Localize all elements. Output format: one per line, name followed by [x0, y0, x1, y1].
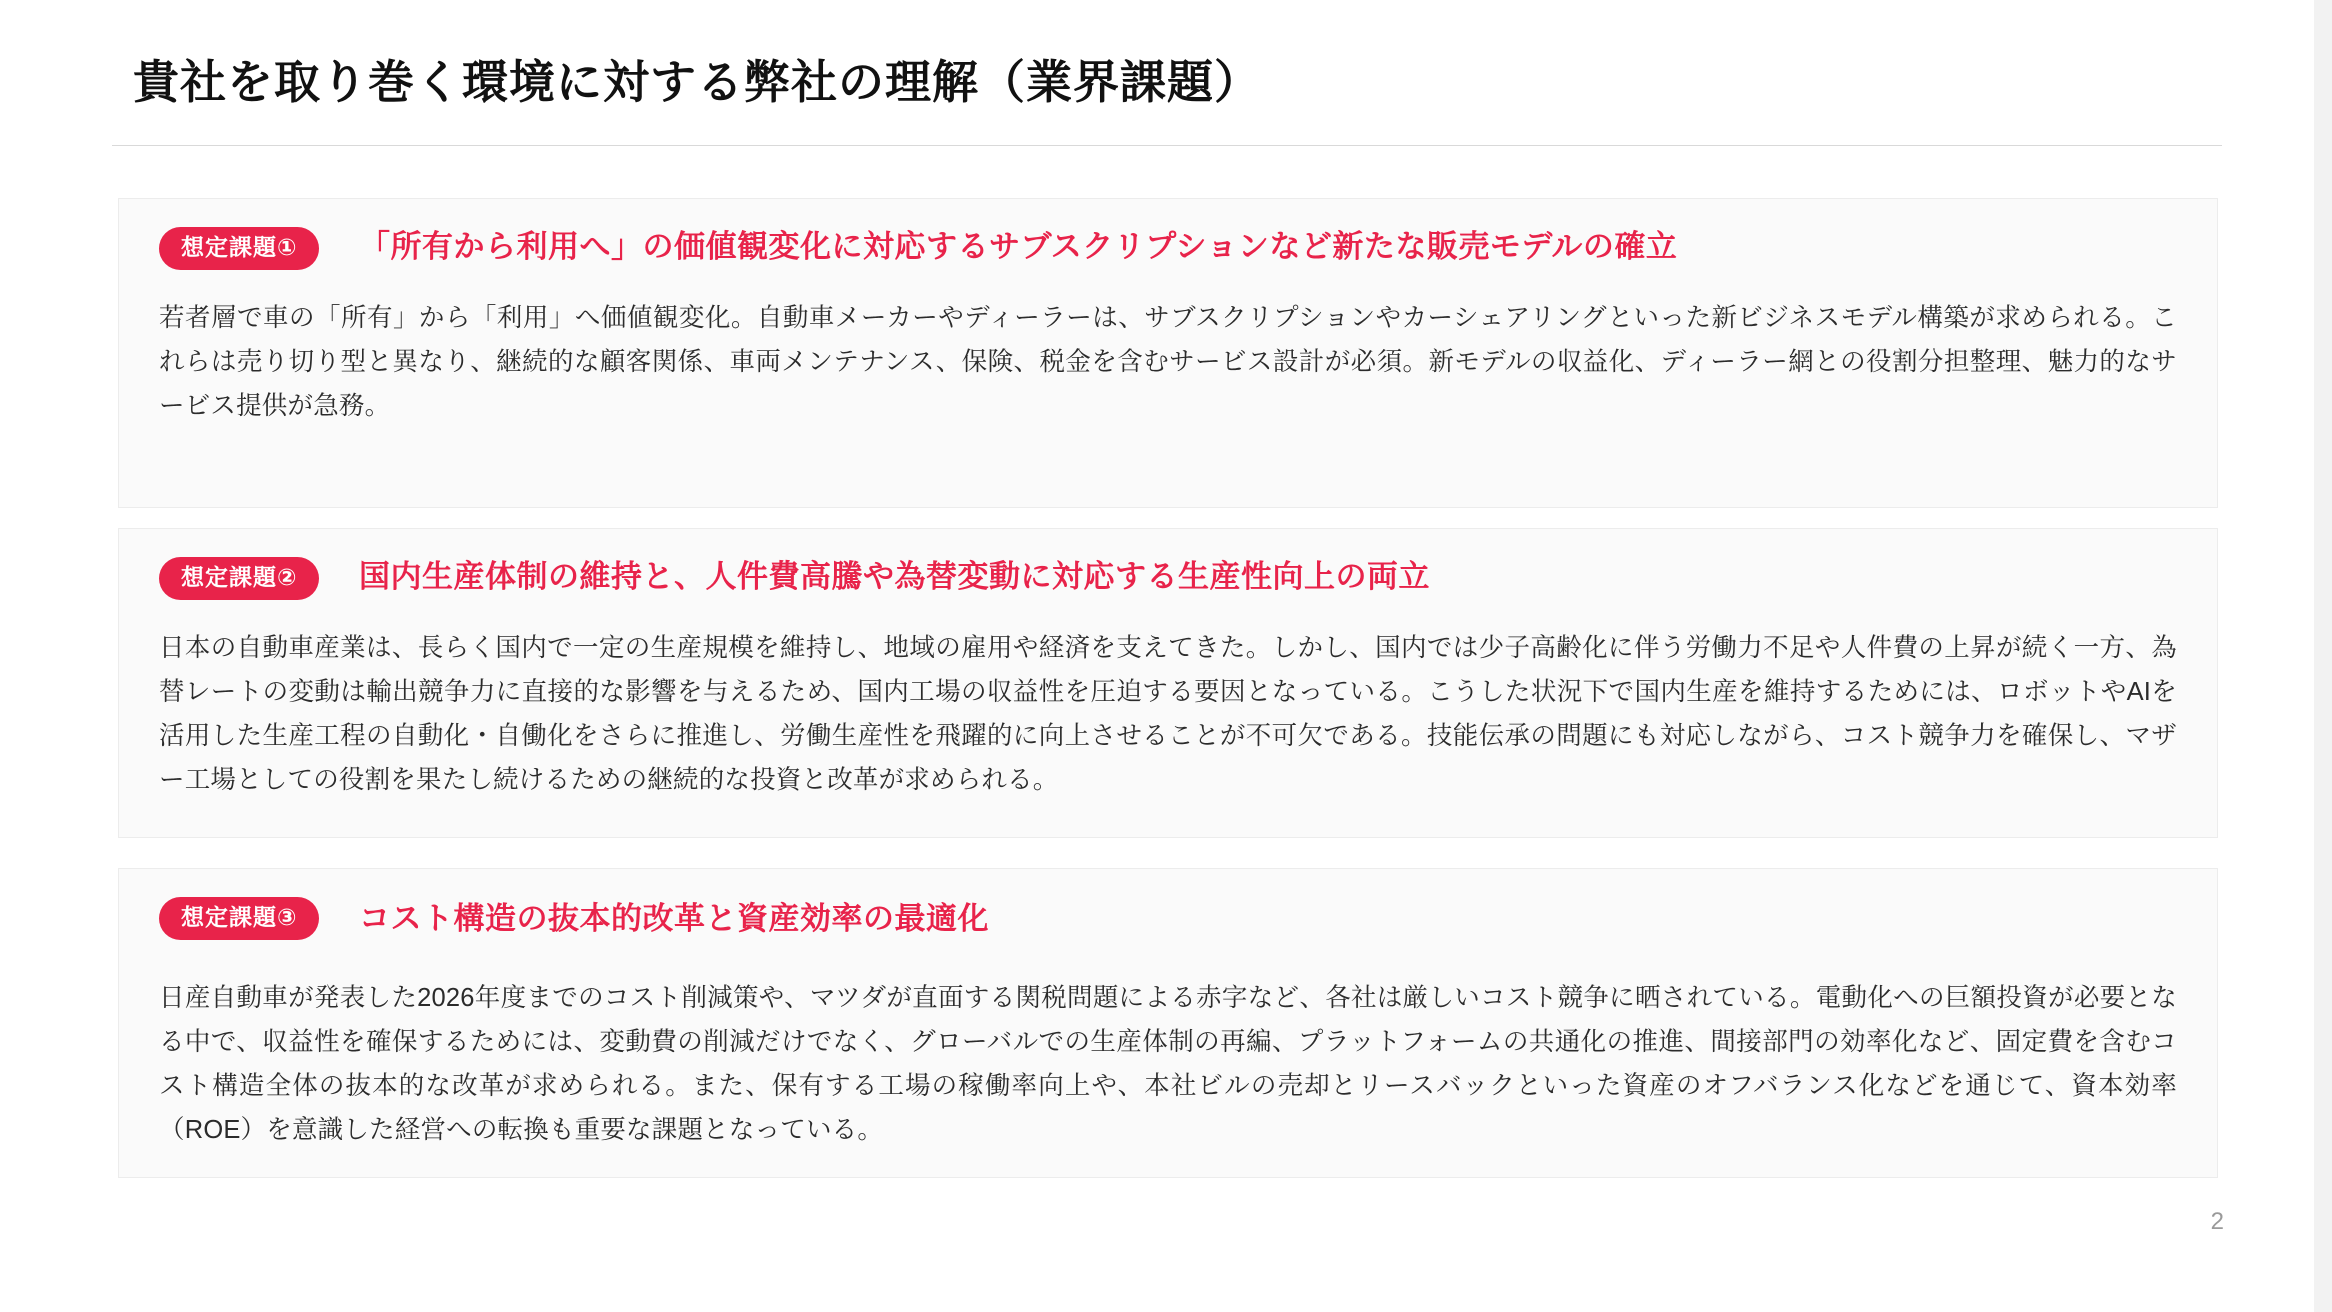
page-title: 貴社を取り巻く環境に対する弊社の理解（業界課題）	[133, 56, 1261, 108]
issue-heading-2: 国内生産体制の維持と、人件費高騰や為替変動に対応する生産性向上の両立	[359, 559, 1430, 594]
issue-badge-2: 想定課題②	[159, 557, 319, 600]
issue-card-2	[118, 528, 2218, 838]
right-edge-strip	[2314, 0, 2332, 1312]
title-divider	[112, 145, 2222, 146]
issue-heading-1: 「所有から利用へ」の価値観変化に対応するサブスクリプションなど新たな販売モデルの確立	[359, 229, 1678, 264]
issue-badge-3: 想定課題③	[159, 897, 319, 940]
issue-body-2: 日本の自動車産業は、長らく国内で一定の生産規模を維持し、地域の雇用や経済を支えてきた。しかし、国内では少子高齢化に伴う労働力不足や人件費の上昇が続く一方、為替レートの変動は輸出競争力に直接的な影響を与えるため、国内工場の収益性を圧迫する要因となっている。こうした状況下で国内生産を維持するためには、ロボットやAIを活用した生産工程の自動化・自働化をさらに推進し、労働生産性を飛躍的に向上させることが不可欠である。技能伝承の問題にも対応しながら、コスト競争力を確保し、マザー工場としての役割を果たし続けるための継続的な投資と改革が求められる。	[159, 634, 2177, 794]
issue-card-3	[118, 868, 2218, 1178]
issue-body-1: 若者層で車の「所有」から「利用」へ価値観変化。自動車メーカーやディーラーは、サブスクリプションやカーシェアリングといった新ビジネスモデル構築が求められる。これらは売り切り型と異なり、継続的な顧客関係、車両メンテナンス、保険、税金を含むサービス設計が必須。新モデルの収益化、ディーラー網との役割分担整理、魅力的なサービス提供が急務。	[159, 304, 2177, 420]
issue-card-1	[118, 198, 2218, 508]
page-number: 2	[2210, 1208, 2224, 1235]
issue-body-3: 日産自動車が発表した2026年度までのコスト削減策や、マツダが直面する関税問題による赤字など、各社は厳しいコスト競争に晒されている。電動化への巨額投資が必要となる中で、収益性を確保するためには、変動費の削減だけでなく、グローバルでの生産体制の再編、プラットフォームの共通化の推進、間接部門の効率化など、固定費を含むコスト構造全体の抜本的な改革が求められる。また、保有する工場の稼働率向上や、本社ビルの売却とリースバックといった資産のオフバランス化などを通じて、資本効率（ROE）を意識した経営への転換も重要な課題となっている。	[159, 984, 2177, 1144]
issue-heading-3: コスト構造の抜本的改革と資産効率の最適化	[359, 901, 989, 936]
issue-badge-1: 想定課題①	[159, 227, 319, 270]
